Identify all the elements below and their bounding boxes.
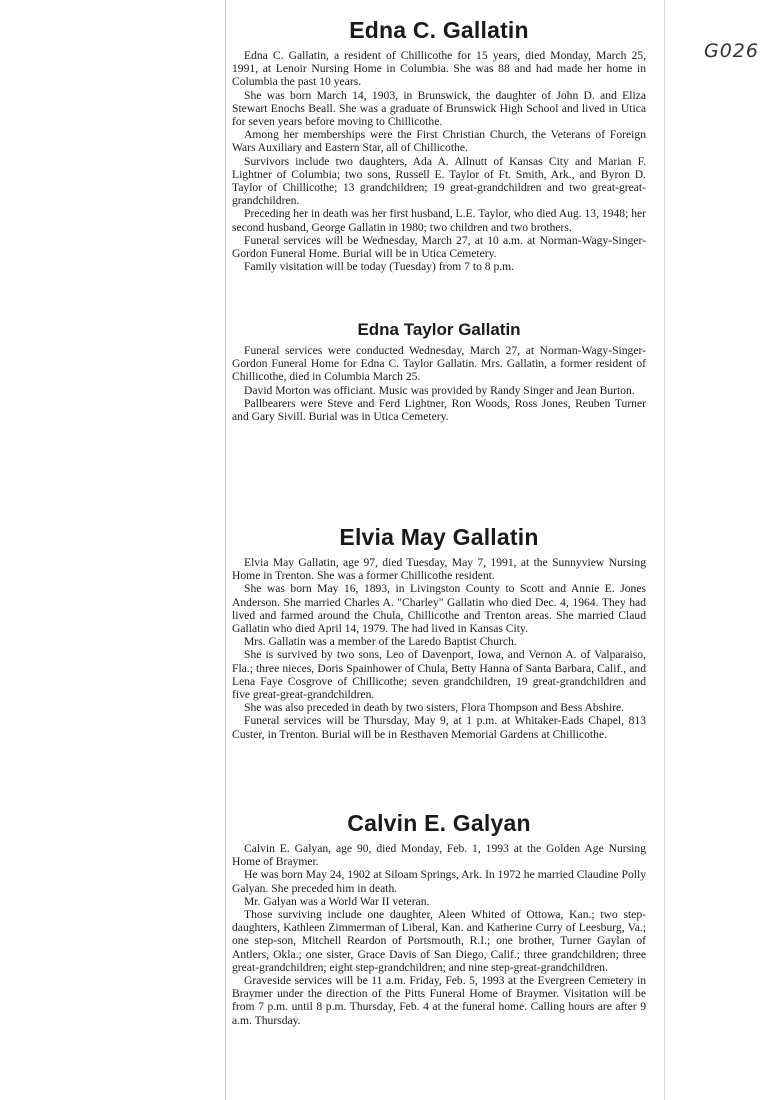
obituary-paragraph: Funeral services were conducted Wednesday, March 27, at Norman-Wagy-Singer-Gordon Funeral Home for Edna C. Taylor Gallatin. Mrs. Gallatin, a former resident of Chillicothe, died in Columbia March 25. [232,344,646,384]
obituary-paragraph: Survivors include two daughters, Ada A. Allnutt of Kansas City and Marian F. Lightner of Columbia; two sons, Russell E. Taylor of Ft. Smith, Ark., and Byron D. Taylor of Chillicothe; 13 grandchildren; 19 great-grandchildren and two great-great-grandchildren. [232,154,646,208]
obituary-heading: Elvia May Gallatin [339,524,539,550]
obituary-calvin-e-galyan [232,810,646,1027]
obituary-paragraph: She is survived by two sons, Leo of Davenport, Iowa, and Vernon A. of Valparaiso, Fla.; three nieces, Doris Spainhower of Chula, Betty Hanna of Santa Barbara, Calif., and Lena Faye Cosgrove of Chillicothe; seven grandchildren, 19 great-grandchildren and five great-great-grandchildren. [232,648,646,702]
column-rule-right [664,0,665,1100]
obituary-heading: Edna Taylor Gallatin [357,320,521,339]
obituary-edna-taylor-gallatin [232,320,646,423]
obituary-paragraph: Mrs. Gallatin was a member of the Laredo Baptist Church. [244,635,517,649]
handwritten-file-code: G026 [704,40,759,62]
obituary-paragraph: She was born May 16, 1893, in Livingston County to Scott and Annie E. Jones Anderson. She married Charles A. "Charley" Gallatin who died Dec. 4, 1964. They had lived and farmed around the Chula, Chillicothe and Trenton areas. She married Claud Gallatin who died April 14, 1979. The had lived in Kansas City. [232,582,646,636]
obituary-paragraph: She was born March 14, 1903, in Brunswick, the daughter of John D. and Eliza Stewart Enochs Beall. She was a graduate of Brunswick High School and lived in Utica for seven years before moving to Chillicothe. [232,88,646,129]
obituary-paragraph: Edna C. Gallatin, a resident of Chillicothe for 15 years, died Monday, March 25, 1991, at Lenoir Nursing Home in Columbia. She was 88 and had made her home in Columbia the past 10 years. [232,49,646,89]
obituary-paragraph: He was born May 24, 1902 at Siloam Springs, Ark. In 1972 he married Claudine Polly Galyan. She preceded him in death. [232,868,646,895]
obituary-paragraph: Graveside services will be 11 a.m. Friday, Feb. 5, 1993 at the Evergreen Cemetery in Braymer under the direction of the Pitts Funeral Home of Braymer. Visitation will be from 7 p.m. until 8 p.m. Thursday, Feb. 4 at the funeral home. Calling hours are after 9 a.m. Thursday. [232,974,646,1027]
obituary-paragraph: Among her memberships were the First Christian Church, the Veterans of Foreign Wars Auxiliary and Eastern Star, all of Chillicothe. [232,128,646,155]
obituary-heading: Edna C. Gallatin [349,17,529,43]
obituary-paragraph: Pallbearers were Steve and Ferd Lightner, Ron Woods, Ross Jones, Reuben Turner and Gary Sivill. Burial was in Utica Cemetery. [232,396,646,424]
obituary-paragraph: Calvin E. Galyan, age 90, died Monday, Feb. 1, 1993 at the Golden Age Nursing Home of Braymer. [232,842,646,869]
obituary-heading: Calvin E. Galyan [347,810,531,836]
obituary-paragraph: Elvia May Gallatin, age 97, died Tuesday, May 7, 1991, at the Sunnyview Nursing Home in Trenton. She was a former Chillicothe resident. [232,556,646,583]
obituary-paragraph: David Morton was officiant. Music was provided by Randy Singer and Jean Burton. [244,383,635,397]
obituary-paragraph: Mr. Galyan was a World War II veteran. [244,894,430,908]
obituary-paragraph: Preceding her in death was her first husband, L.E. Taylor, who died Aug. 13, 1948; her second husband, George Gallatin in 1980; two children and two brothers. [232,207,646,234]
obituary-paragraph: Funeral services will be Thursday, May 9, at 1 p.m. at Whitaker-Eads Chapel, 813 Custer, in Trenton. Burial will be in Resthaven Memorial Gardens at Chillicothe. [232,714,646,741]
obituary-edna-c-gallatin [232,17,646,273]
obituary-paragraph: She was also preceded in death by two sisters, Flora Thompson and Bess Abshire. [244,701,625,715]
obituary-elvia-may-gallatin [232,524,646,741]
column-rule-left [225,0,226,1100]
obituary-paragraph: Those surviving include one daughter, Aleen Whited of Ottowa, Kan.; two step-daughters, Kathleen Zimmerman of Liberal, Kan. and Katherine Curry of Leesburg, Va.; one step-son, Mitchell Reardon of Portsmouth, R.I.; one brother, Turner Gaylan of Antlers, Okla.; one sister, Grace Davis of San Diego, Calif.; three grandchildren; three great-grandchildren; eight step-grandchildren; and nine step-great-grandchildren. [232,908,646,974]
obituary-paragraph: Family visitation will be today (Tuesday) from 7 to 8 p.m. [244,260,515,274]
obituary-paragraph: Funeral services will be Wednesday, March 27, at 10 a.m. at Norman-Wagy-Singer-Gordon Funeral Home. Burial will be in Utica Cemetery. [232,233,646,261]
